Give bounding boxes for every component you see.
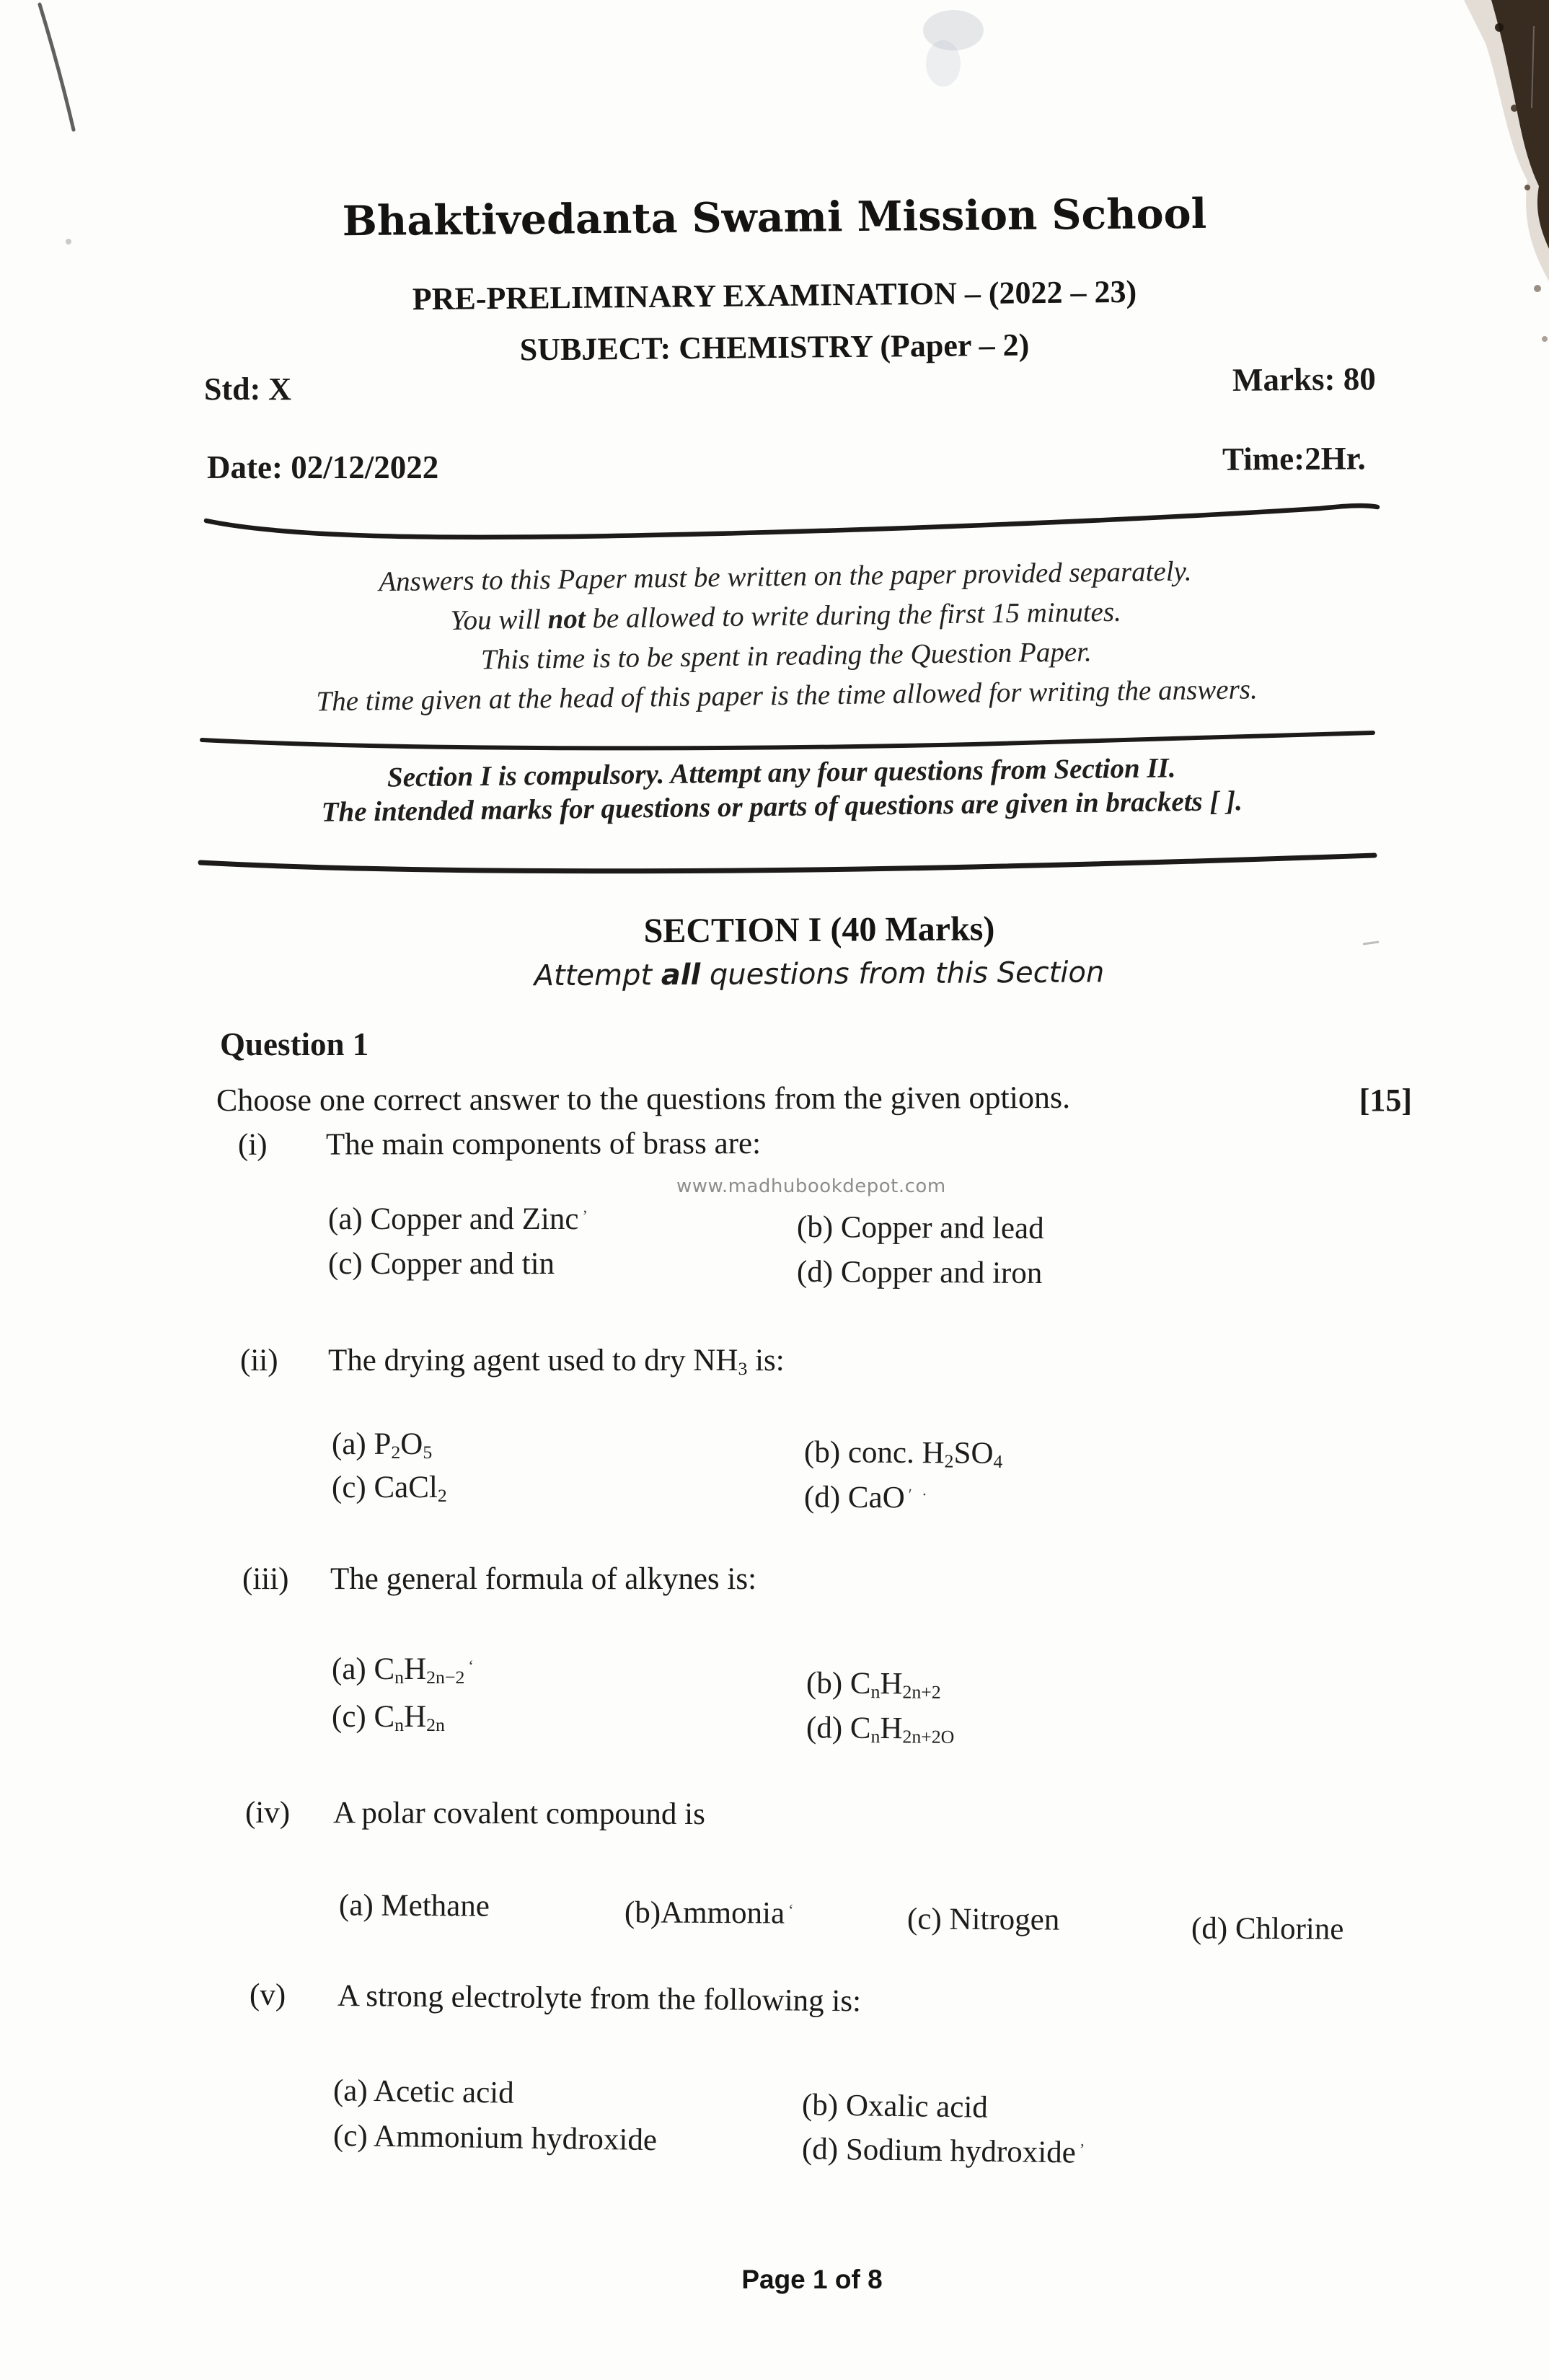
instruction-line-3: This time is to be spent in reading the Question Paper. [480, 636, 1092, 676]
question-iv-option-c: (c) Nitrogen [906, 1902, 1060, 1937]
exam-title: PRE-PRELIMINARY EXAMINATION – (2022 – 23) [412, 273, 1137, 317]
question-ii-option-b-part: 4 [993, 1450, 1003, 1473]
pen-stroke-artifact [40, 4, 74, 130]
question-v-option-b: (b) Oxalic acid [801, 2088, 989, 2125]
question-iii-option-a-part: (a) C [332, 1652, 395, 1686]
question-iii-option-b-part: n [870, 1681, 881, 1703]
question-ii-option-d-part: ′ · [908, 1485, 930, 1504]
question-v-option-a: (a) Acetic acid [332, 2073, 515, 2110]
watermark: www.madhubookdepot.com [676, 1176, 946, 1197]
question-ii-option-a-part: (a) P [332, 1427, 392, 1461]
section1-subtitle-part: Attempt [534, 958, 661, 993]
question-ii-option-c-part: 2 [437, 1485, 447, 1507]
question-iii-option-d-part: n [870, 1726, 881, 1747]
question-v-stem: A strong electrolyte from the following is: [337, 1978, 862, 2019]
time-label: Time:2Hr. [1222, 440, 1367, 477]
question-v-option-d [802, 2131, 1088, 2171]
question-iii-row [242, 1561, 756, 1597]
question-iv-option-b-part: ‘ [788, 1900, 797, 1919]
date-label: Date: 02/12/2022 [207, 449, 439, 485]
question-iii-option-b-part: H [880, 1667, 903, 1701]
instruction-line-1: Answers to this Paper must be written on the paper provided separately. [379, 555, 1192, 598]
question-i-stem: The main components of brass are: [325, 1127, 762, 1162]
question1-prompt: Choose one correct answer to the questions from the given options. [216, 1079, 1071, 1119]
question-ii-option-a-part: O [400, 1427, 423, 1461]
section1-subtitle-part: all [661, 958, 701, 992]
section1-subtitle-part: questions from this Section [700, 956, 1105, 992]
question-iii-option-d-part: H [880, 1711, 903, 1746]
question-iii-option-a-part: ‘ [468, 1656, 477, 1675]
question-iii-option-c-part: 2n [426, 1714, 445, 1736]
question-iii-option-b-part: (b) C [806, 1666, 871, 1701]
question-iii-option-b-part: 2n+2 [902, 1681, 941, 1703]
marks-label: Marks: 80 [1232, 361, 1377, 398]
question-ii-row [240, 1343, 785, 1380]
section1-title: SECTION I (40 Marks) [643, 909, 995, 951]
question-iv-option-b [625, 1895, 797, 1931]
section-note-line-2: The intended marks for questions or parts of questions are given in brackets [ ]. [321, 785, 1243, 828]
question-ii-option-b [804, 1434, 1003, 1473]
question-ii-option-c-part: (c) CaCl [332, 1471, 438, 1504]
question-ii-option-d [804, 1479, 930, 1515]
question-ii-stem-part: The drying agent used to dry NH [328, 1344, 738, 1378]
question-iii-option-c-part: (c) C [332, 1700, 395, 1734]
question-iii-option-a [332, 1652, 477, 1688]
question-i-option-b: (b) Copper and lead [796, 1209, 1044, 1246]
question-iv-row [245, 1795, 705, 1832]
general-instructions [0, 547, 1549, 726]
question-v-option-c: (c) Ammonium hydroxide [332, 2118, 658, 2158]
question-i-option-a-part: ’ [582, 1206, 591, 1225]
question-ii-number: (ii) [240, 1344, 278, 1378]
question-ii-option-b-part: 2 [944, 1450, 954, 1472]
question-iv-option-a: (a) Methane [338, 1888, 490, 1923]
question-ii-option-b-part: (b) conc. H [803, 1435, 945, 1471]
question-ii-stem [328, 1343, 785, 1380]
question-iii-option-d-part: (d) C [806, 1711, 871, 1745]
instruction-line-2-part: be allowed to write during the first 15 minutes. [585, 596, 1122, 635]
question-i-number: (i) [237, 1127, 268, 1162]
question-i-option-c: (c) Copper and tin [328, 1247, 555, 1281]
page-number: Page 1 of 8 [741, 2265, 883, 2294]
question-v-option-d-part: ’ [1079, 2140, 1088, 2159]
horizontal-rule-2 [202, 733, 1373, 748]
question-ii-option-c [332, 1470, 447, 1507]
corner-stain-halo [1464, 0, 1549, 281]
question-ii-option-d-part: (d) CaO [803, 1480, 905, 1515]
question-ii-option-a [332, 1427, 432, 1463]
question-iii-option-c-part: n [394, 1714, 405, 1736]
question-iii-option-a-part: 2n−2 [426, 1667, 465, 1688]
question1-marks-badge: [15] [1359, 1083, 1412, 1118]
question-v-option-d-part: (d) Sodium hydroxide [801, 2132, 1077, 2170]
question-iii-option-a-part: n [394, 1667, 405, 1688]
question-iii-stem: The general formula of alkynes is: [330, 1562, 757, 1596]
subject-title: SUBJECT: CHEMISTRY (Paper – 2) [519, 327, 1030, 368]
question-iv-number: (iv) [244, 1795, 291, 1830]
question-iii-option-a-part: H [404, 1652, 427, 1686]
instruction-line-4: The time given at the head of this paper is the time allowed for writing the answers. [316, 674, 1258, 718]
question-iii-number: (iii) [242, 1562, 289, 1596]
horizontal-rule-1 [206, 506, 1377, 537]
question-iii-option-d [806, 1710, 955, 1748]
question-ii-stem-part: is: [747, 1344, 785, 1378]
school-name: Bhaktivedanta Swami Mission School [342, 189, 1207, 246]
section1-subtitle [0, 953, 1549, 995]
question-v-row [250, 1978, 862, 2019]
question-i-row [238, 1126, 761, 1163]
question-ii-option-a-part: 2 [391, 1442, 401, 1463]
question-i-option-a [328, 1202, 591, 1237]
smudge-artifact [926, 40, 961, 87]
instruction-line-2-part: You will [450, 604, 548, 636]
stain-speck [1511, 105, 1518, 112]
question-ii-option-a-part: 5 [423, 1442, 433, 1463]
instruction-line-2-part: not [547, 603, 586, 635]
question-iv-option-b-part: (b)Ammonia [624, 1895, 785, 1931]
question-iii-option-b [806, 1665, 941, 1703]
question-ii-option-b-part: SO [953, 1436, 994, 1471]
question-iii-option-c-part: H [404, 1700, 427, 1734]
question1-label: Question 1 [220, 1026, 369, 1062]
question-i-option-d: (d) Copper and iron [796, 1254, 1043, 1291]
question-iii-option-c [332, 1699, 445, 1736]
smudge-artifact [923, 10, 984, 50]
question-iv-stem: A polar covalent compound is [332, 1796, 705, 1832]
question-v-number: (v) [249, 1978, 286, 2013]
section-note-line-1: Section I is compulsory. Attempt any four questions from Section II. [387, 752, 1176, 793]
question-iii-option-d-part: 2n+2O [902, 1726, 955, 1747]
question-ii-stem-part: 3 [738, 1358, 748, 1380]
page-edge-line [1532, 26, 1534, 108]
std-label: Std: X [204, 371, 292, 407]
question-i-option-a-part: (a) Copper and Zinc [328, 1202, 579, 1236]
horizontal-rule-3 [200, 855, 1374, 871]
section-note [0, 746, 1549, 833]
question-iv-option-d: (d) Chlorine [1191, 1911, 1344, 1947]
stain-speck [1495, 23, 1504, 32]
